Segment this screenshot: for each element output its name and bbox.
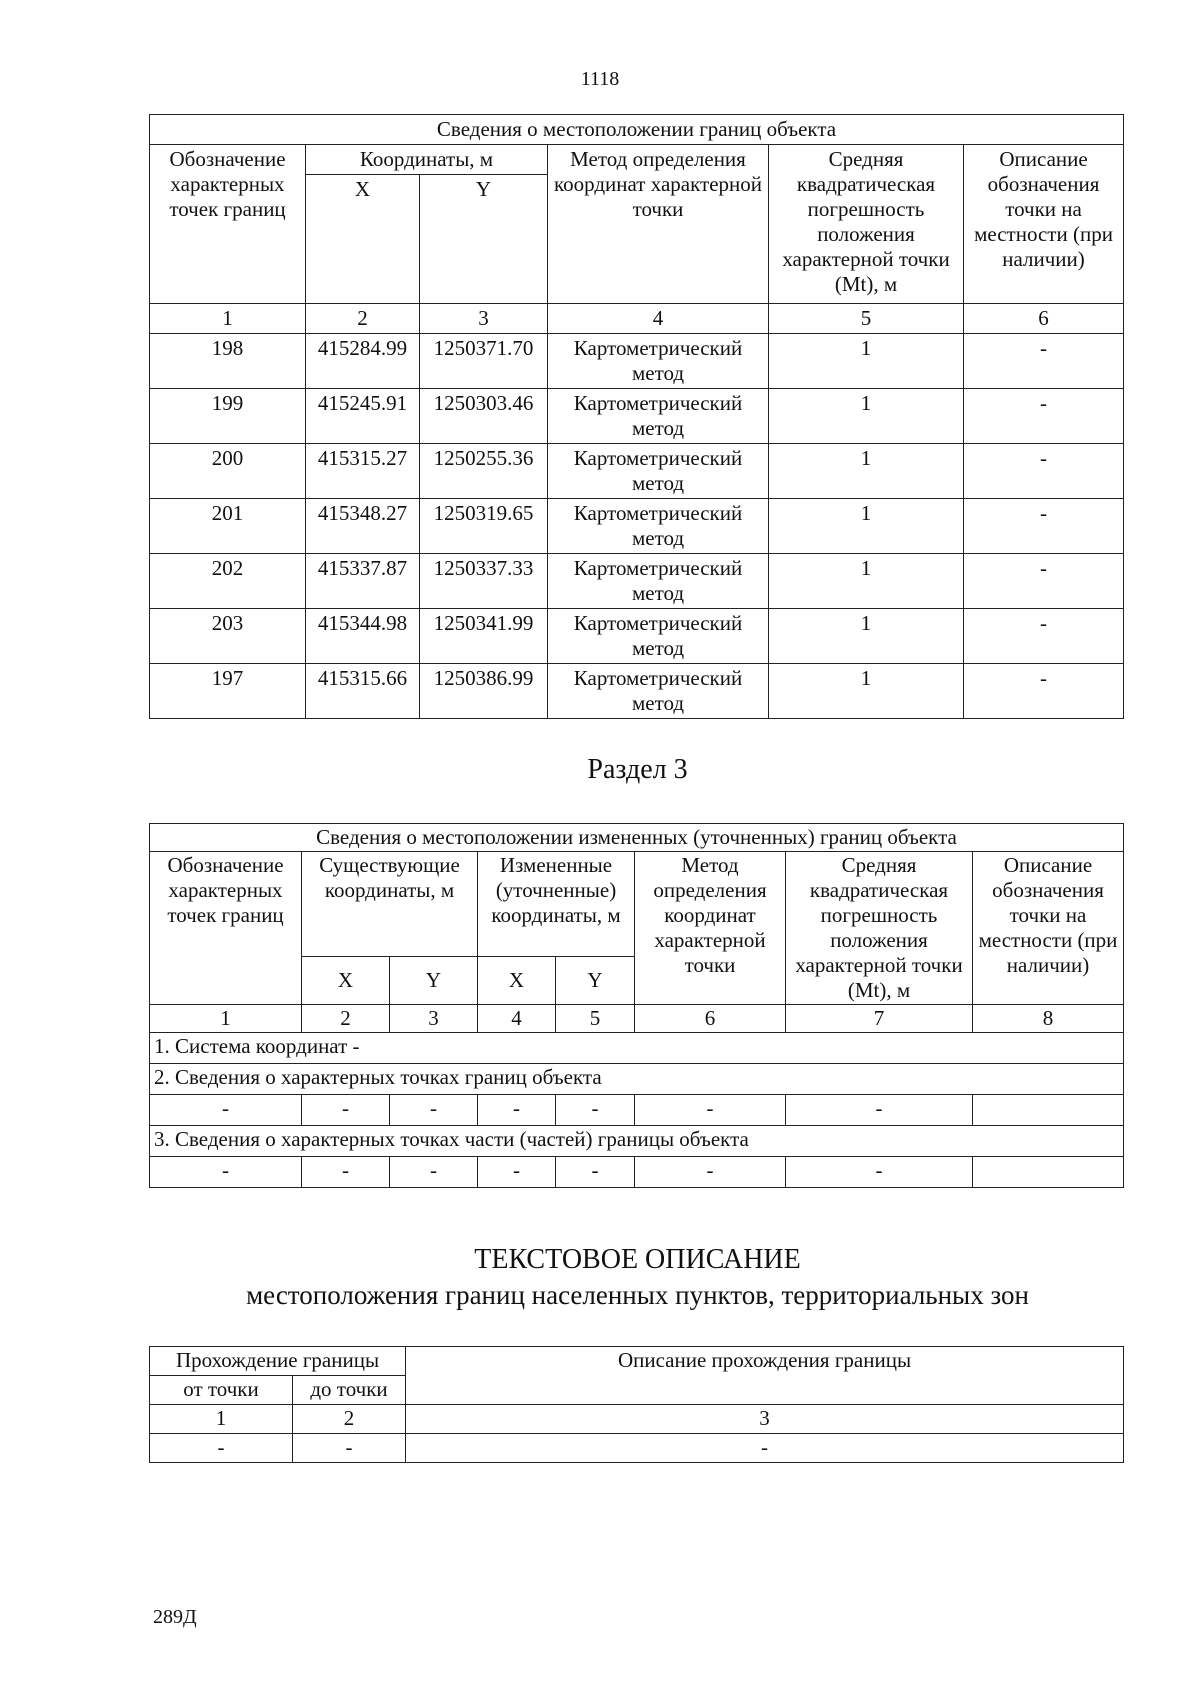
- column-number: 3: [390, 1005, 478, 1033]
- table-cell: -: [786, 1095, 973, 1126]
- table-cell: -: [150, 1157, 302, 1188]
- table-cell: [973, 1095, 1124, 1126]
- coord-x: 415337.87: [306, 554, 420, 609]
- coord-y: 1250303.46: [420, 389, 548, 444]
- header-coords: Координаты, м: [306, 145, 548, 175]
- description-title: ТЕКСТОВОЕ ОПИСАНИЕ: [474, 1244, 801, 1275]
- column-number: 5: [556, 1005, 635, 1033]
- header-passage: Прохождение границы: [150, 1347, 406, 1376]
- point-id: 198: [150, 334, 306, 389]
- error: 1: [769, 334, 964, 389]
- table-row: [150, 499, 1124, 554]
- table-row: [150, 1095, 1124, 1126]
- table-cell: -: [406, 1434, 1124, 1463]
- description-subtitle: местоположения границ населенных пунктов, территориальных зон: [246, 1280, 1029, 1310]
- boundary-table: [149, 114, 1124, 719]
- header-y: Y: [420, 175, 548, 304]
- error: 1: [769, 389, 964, 444]
- column-number: 6: [964, 304, 1124, 334]
- parts-section-row: 3. Сведения о характерных точках части (частей) границы объекта: [150, 1126, 1124, 1157]
- coord-y: 1250386.99: [420, 664, 548, 719]
- table-caption: Сведения о местоположении границ объекта: [150, 115, 1124, 145]
- table-row: [150, 664, 1124, 719]
- header-to-point: до точки: [293, 1376, 406, 1405]
- description: -: [964, 389, 1124, 444]
- header-existing-coords: Существующие координаты, м: [302, 852, 478, 957]
- point-id: 203: [150, 609, 306, 664]
- table-cell: -: [786, 1157, 973, 1188]
- table-row: [150, 609, 1124, 664]
- header-x: X: [306, 175, 420, 304]
- column-number: 7: [786, 1005, 973, 1033]
- changed-boundary-table: [149, 823, 1124, 1188]
- table-cell: -: [478, 1095, 556, 1126]
- error: 1: [769, 609, 964, 664]
- header-description: Описание обозначения точки на местности (при наличии): [973, 852, 1124, 1005]
- method: Картометрический метод: [548, 389, 769, 444]
- table-caption: Сведения о местоположении измененных (уточненных) границ объекта: [150, 824, 1124, 852]
- description: -: [964, 609, 1124, 664]
- method: Картометрический метод: [548, 609, 769, 664]
- table-row: [150, 1157, 1124, 1188]
- coord-y: 1250337.33: [420, 554, 548, 609]
- column-number: 6: [635, 1005, 786, 1033]
- header-from-point: от точки: [150, 1376, 293, 1405]
- table-row: [150, 334, 1124, 389]
- header-x: X: [478, 957, 556, 1005]
- header-x: X: [302, 957, 390, 1005]
- table-row: [150, 554, 1124, 609]
- header-error: Средняя квадратическая погрешность положения характерной точки (Mt), м: [786, 852, 973, 1005]
- table-cell: -: [150, 1095, 302, 1126]
- footer-code: 289Д: [153, 1606, 197, 1628]
- header-designation: Обозначение характерных точек границ: [150, 145, 306, 304]
- section-title: Раздел 3: [587, 754, 688, 785]
- table-cell: -: [556, 1095, 635, 1126]
- table-cell: -: [556, 1157, 635, 1188]
- coord-x: 415284.99: [306, 334, 420, 389]
- column-number: 4: [548, 304, 769, 334]
- page-number: 1118: [580, 68, 620, 90]
- description: -: [964, 499, 1124, 554]
- method: Картометрический метод: [548, 444, 769, 499]
- table-cell: -: [390, 1157, 478, 1188]
- coord-y: 1250371.70: [420, 334, 548, 389]
- table-row: [150, 389, 1124, 444]
- table-cell: -: [293, 1434, 406, 1463]
- point-id: 200: [150, 444, 306, 499]
- table-cell: -: [302, 1095, 390, 1126]
- column-number: 2: [306, 304, 420, 334]
- boundary-description-table: [149, 1346, 1124, 1463]
- header-description: Описание обозначения точки на местности (при наличии): [964, 145, 1124, 304]
- coord-x: 415315.66: [306, 664, 420, 719]
- description: -: [964, 444, 1124, 499]
- point-id: 199: [150, 389, 306, 444]
- method: Картометрический метод: [548, 664, 769, 719]
- column-number: 2: [302, 1005, 390, 1033]
- header-designation: Обозначение характерных точек границ: [150, 852, 302, 1005]
- header-y: Y: [556, 957, 635, 1005]
- column-number: 2: [293, 1405, 406, 1434]
- coord-x: 415245.91: [306, 389, 420, 444]
- table-cell: -: [635, 1157, 786, 1188]
- coord-y: 1250319.65: [420, 499, 548, 554]
- coord-x: 415315.27: [306, 444, 420, 499]
- point-id: 202: [150, 554, 306, 609]
- error: 1: [769, 554, 964, 609]
- column-number: 8: [973, 1005, 1124, 1033]
- error: 1: [769, 499, 964, 554]
- header-error: Средняя квадратическая погрешность положения характерной точки (Mt), м: [769, 145, 964, 304]
- header-changed-coords: Измененные (уточненные) координаты, м: [478, 852, 635, 957]
- error: 1: [769, 444, 964, 499]
- column-number: 1: [150, 1005, 302, 1033]
- header-passage-description: Описание прохождения границы: [406, 1347, 1124, 1405]
- column-number: 3: [420, 304, 548, 334]
- table-cell: -: [390, 1095, 478, 1126]
- table-cell: -: [150, 1434, 293, 1463]
- point-id: 201: [150, 499, 306, 554]
- method: Картометрический метод: [548, 554, 769, 609]
- method: Картометрический метод: [548, 334, 769, 389]
- header-method: Метод определения координат характерной точки: [635, 852, 786, 1005]
- coord-y: 1250255.36: [420, 444, 548, 499]
- column-number: 1: [150, 304, 306, 334]
- description: -: [964, 554, 1124, 609]
- coord-y: 1250341.99: [420, 609, 548, 664]
- column-numbers-row: [150, 1405, 1124, 1434]
- column-number: 4: [478, 1005, 556, 1033]
- error: 1: [769, 664, 964, 719]
- table-cell: [973, 1157, 1124, 1188]
- table-row: [150, 444, 1124, 499]
- coordinate-system-row: 1. Система координат -: [150, 1033, 1124, 1064]
- header-y: Y: [390, 957, 478, 1005]
- coord-x: 415344.98: [306, 609, 420, 664]
- header-method: Метод определения координат характерной точки: [548, 145, 769, 304]
- column-number: 3: [406, 1405, 1124, 1434]
- coord-x: 415348.27: [306, 499, 420, 554]
- column-numbers-row: [150, 1005, 1124, 1033]
- points-section-row: 2. Сведения о характерных точках границ объекта: [150, 1064, 1124, 1095]
- description: -: [964, 334, 1124, 389]
- table-cell: -: [302, 1157, 390, 1188]
- method: Картометрический метод: [548, 499, 769, 554]
- point-id: 197: [150, 664, 306, 719]
- column-number: 1: [150, 1405, 293, 1434]
- column-numbers-row: [150, 304, 1124, 334]
- description: -: [964, 664, 1124, 719]
- table-cell: -: [635, 1095, 786, 1126]
- column-number: 5: [769, 304, 964, 334]
- table-row: [150, 1434, 1124, 1463]
- table-cell: -: [478, 1157, 556, 1188]
